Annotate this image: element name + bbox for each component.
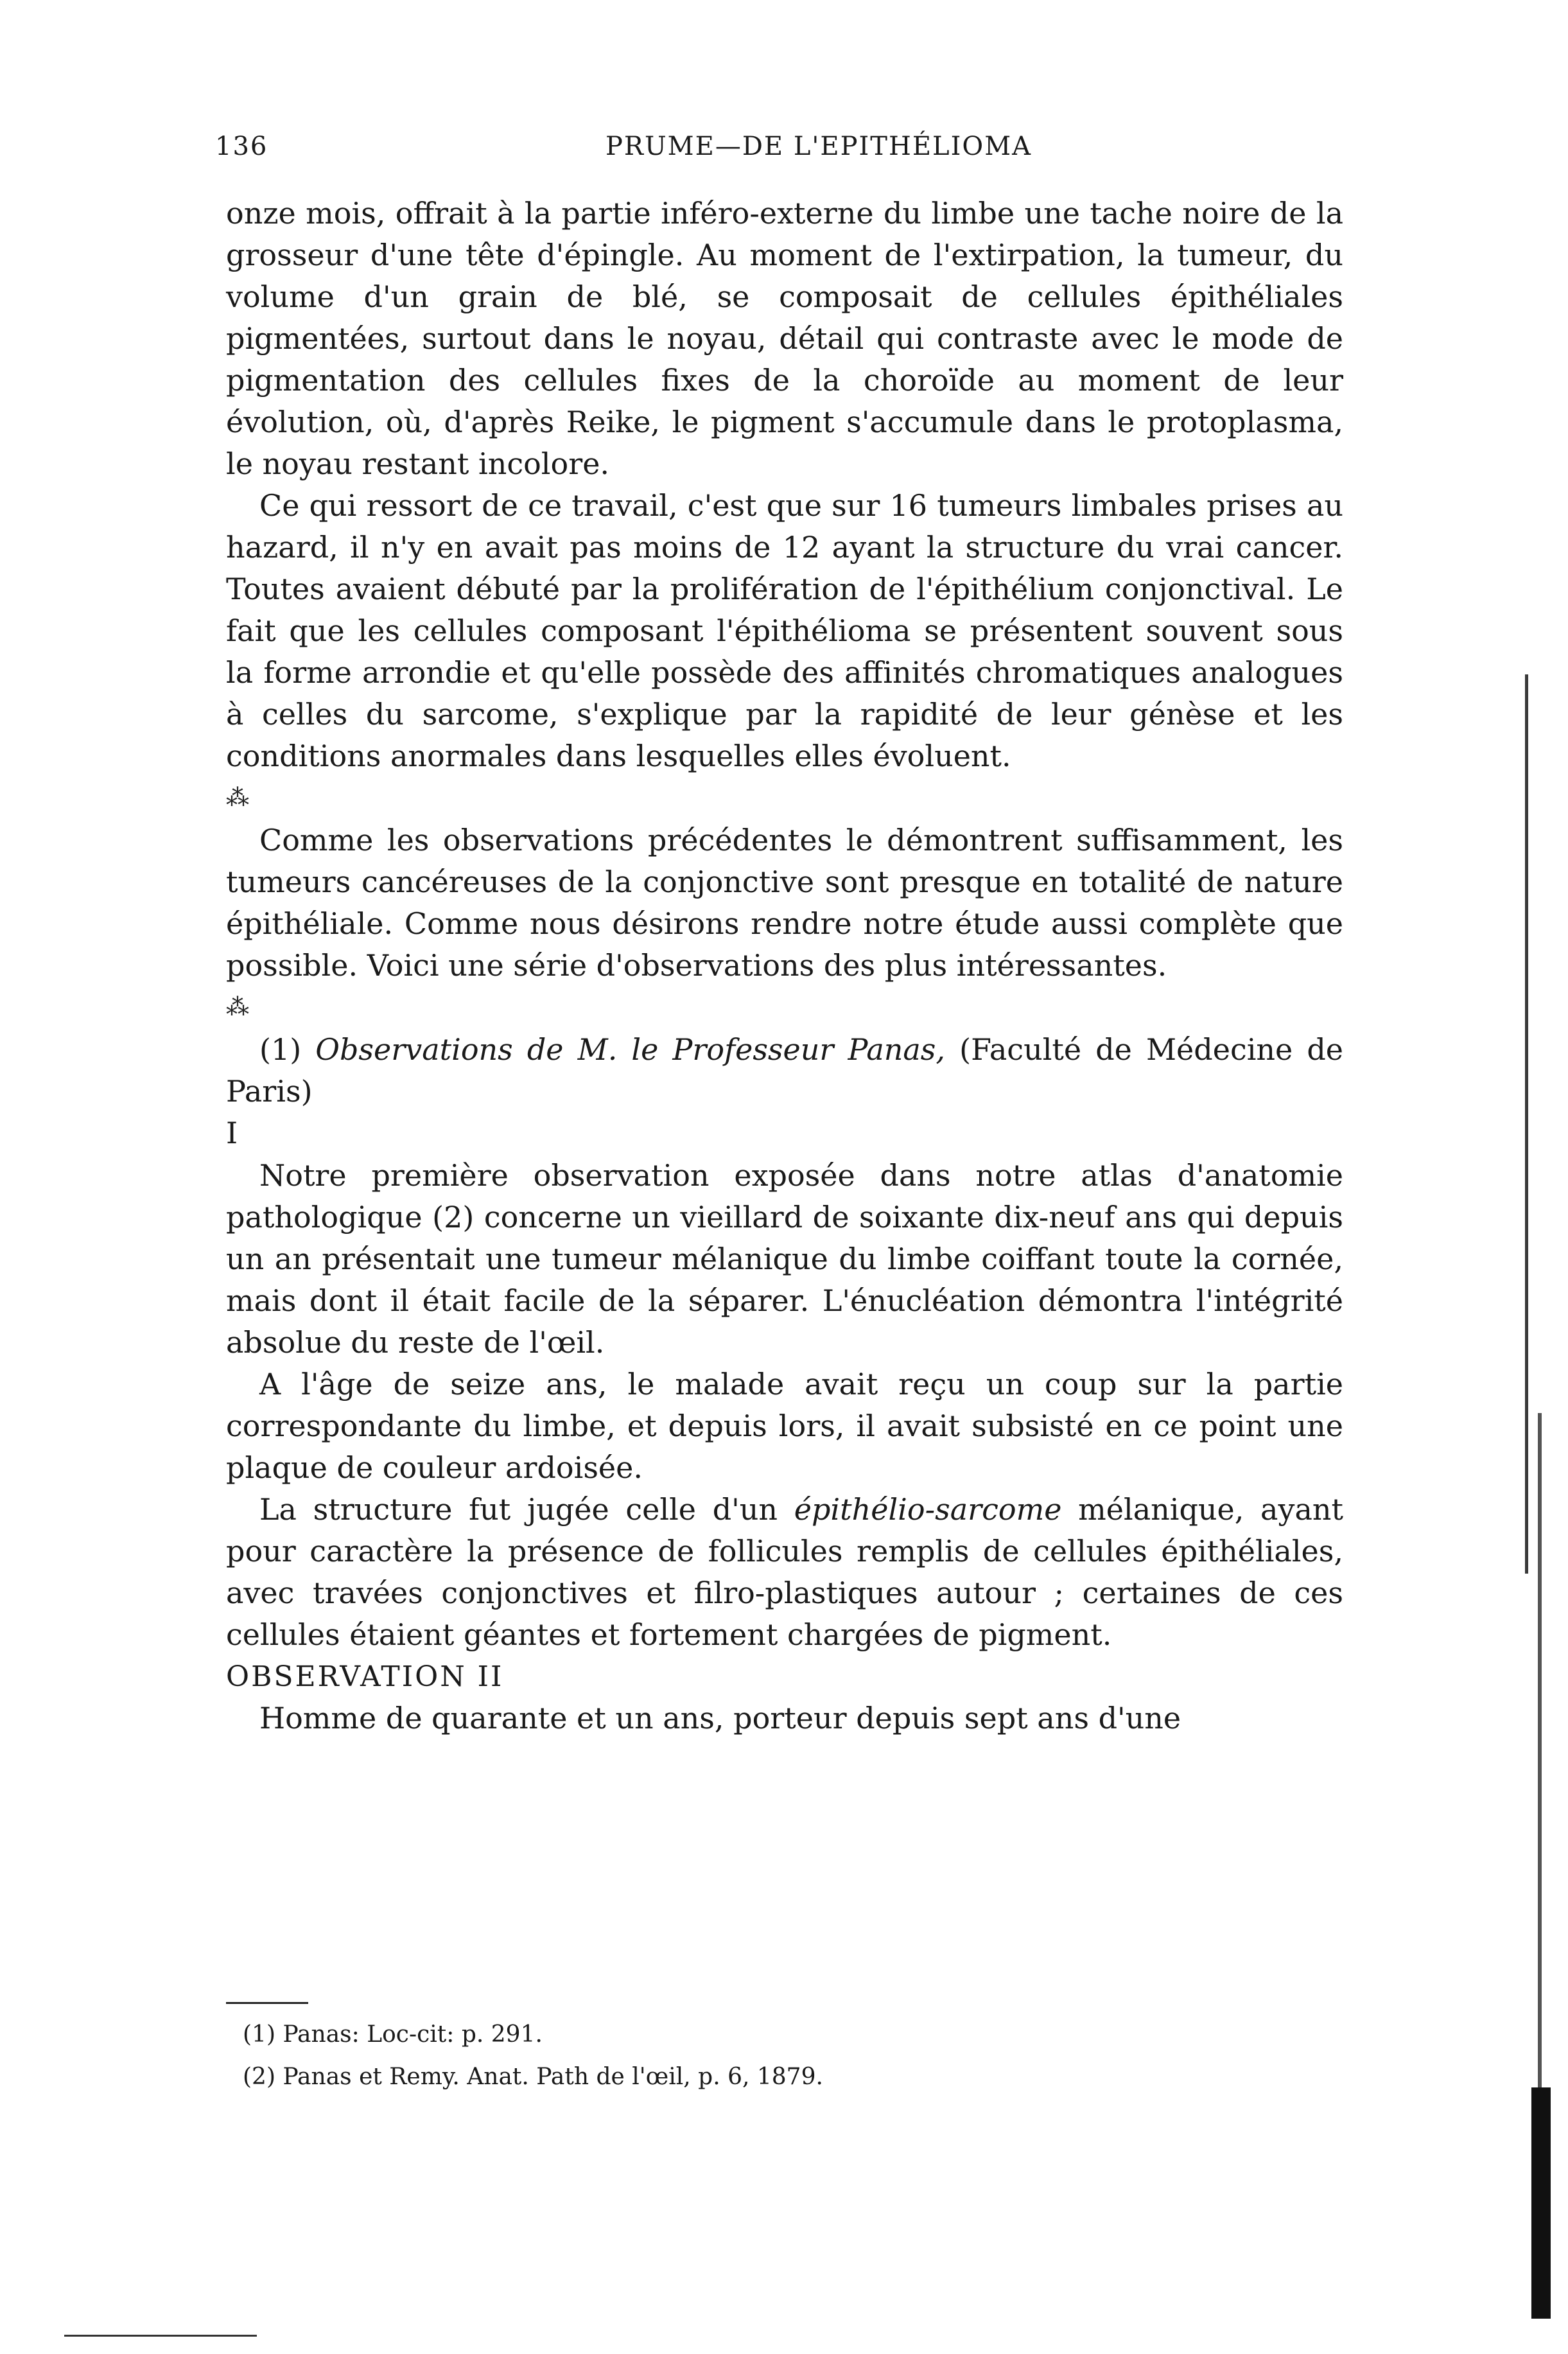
paragraph-introduction: Comme les observations précédentes le démontrent suffisamment, les tumeurs cancéreuses de la conjonctive sont presque en totalité de nature épithéliale. Comme nous désirons rendre notre étude aussi complète que possible. Voici une série d'observations des plus intéressantes. [226,823,1343,983]
paragraph-structure [226,1489,1343,1656]
section-heading: OBSERVATION II [226,1660,504,1693]
source-affiliation: (Faculté de Médecine de Paris) [226,1032,1344,1109]
page-number: 136 [215,132,268,161]
paragraph-observation-two: Homme de quarante et un ans, porteur depuis sept ans d'une [259,1701,1181,1735]
italic-source-title: Observations de M. le Professeur Panas, [315,1032,946,1067]
footnote-2: (2) Panas et Remy. Anat. Path de l'œil, p. 6, 1879. [243,2064,823,2090]
paragraph-conclusion: Ce qui ressort de ce travail, c'est que sur 16 tumeurs limbales prises au hazard, il n'y en avait pas moins de 12 ayant la structure du vrai cancer. Toutes avaient débuté par la prolifération de l'épithélium conjonctival. Le fait que les cellules composant l'épithélioma se présentent souvent sous la forme arrondie et qu'elle possède des affinités chromatiques analogues à celles du sarcome, s'explique par la rapidité de leur génèse et les conditions anormales dans lesquelles elles évoluent. [226,488,1343,773]
italic-term: épithélio-sarcome [794,1492,1062,1527]
footnote-rule [226,2002,308,2004]
running-head [215,132,1345,177]
paragraph-observations-source [226,1029,1343,1112]
body-text [226,193,1343,1739]
footnote-ref: (1) [259,1032,302,1067]
scan-edge-line [1525,674,1528,1574]
running-title: PRUME—DE L'EPITHÉLIOMA [605,132,1032,161]
paragraph-history: A l'âge de seize ans, le malade avait reçu un coup sur la partie correspondante du limbe, et depuis lors, il avait subsisté en ce point une plaque de couleur ardoisée. [226,1367,1343,1485]
structure-text-end: mélanique, ayant pour caractère la présence de follicules remplis de cellules épithéliales, avec travées conjonctives et filro-plastiques autour ; certaines de ces cellules étaient géantes et fortement chargées de pigment. [226,1492,1344,1652]
roman-numeral-heading: I [226,1116,238,1150]
footnote-1: (1) Panas: Loc-cit: p. 291. [243,2021,543,2048]
asterism-divider-2: ⁂ [226,994,249,1021]
scan-bottom-rule [64,2335,257,2337]
structure-text-start: La structure fut jugée celle d'un [259,1492,778,1527]
paragraph-observation-one: Notre première observation exposée dans notre atlas d'anatomie pathologique (2) concerne un vieillard de soixante dix-neuf ans qui depuis un an présentait une tumeur mélanique du limbe coiffant toute la cornée, mais dont il était facile de la séparer. L'énucléation démontra l'intégrité absolue du reste de l'œil. [226,1158,1343,1360]
scan-edge-binding [1531,2087,1551,2319]
paragraph-continuation: onze mois, offrait à la partie inféro-externe du limbe une tache noire de la grosseur d'une tête d'épingle. Au moment de l'extirpation, la tumeur, du volume d'un grain de blé, se composait de cellules épithéliales pigmentées, surtout dans le noyau, détail qui contraste avec le mode de pigmentation des cellules fixes de la choroïde au moment de leur évolution, où, d'après Reike, le pigment s'accumule dans le protoplasma, le noyau restant incolore. [226,196,1343,481]
asterism-divider: ⁂ [226,785,249,811]
footnotes [243,2014,1334,2098]
scan-edge-shadow [1538,1413,1542,2087]
